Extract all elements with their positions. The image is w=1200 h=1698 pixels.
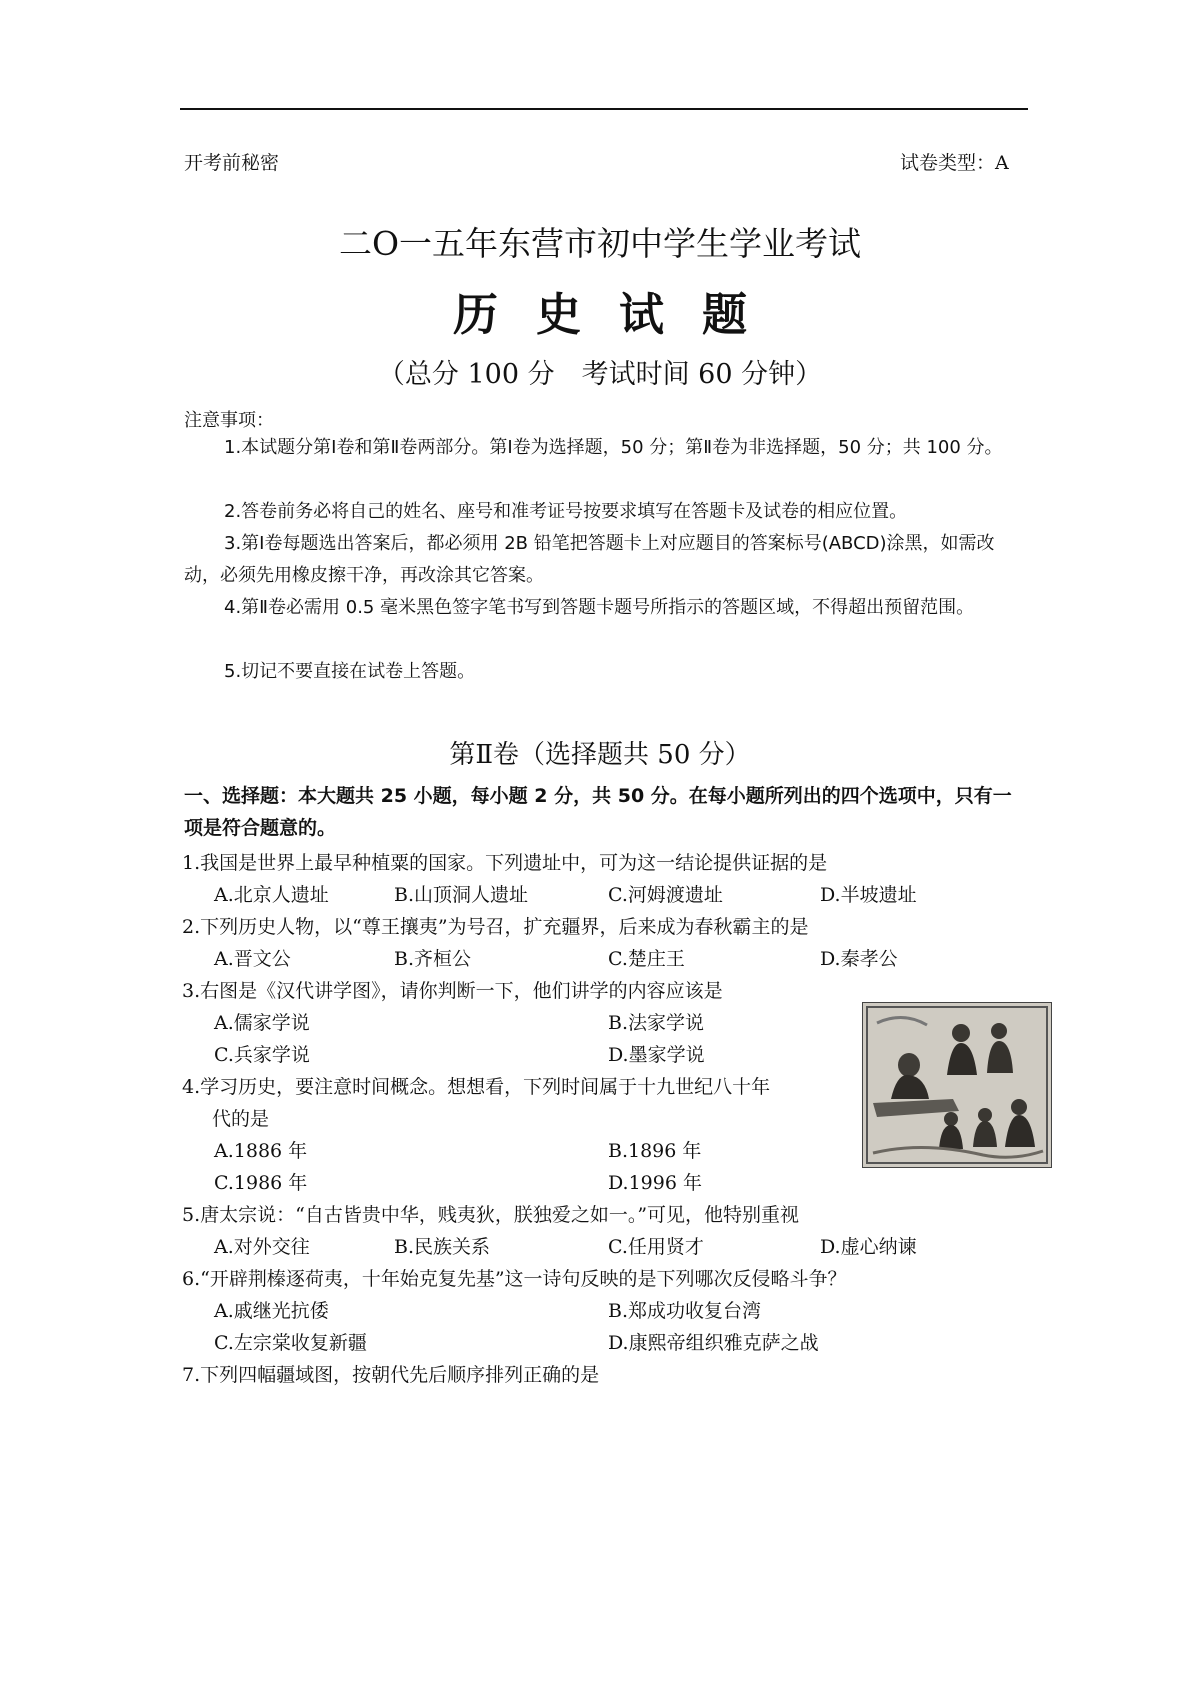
option: B.民族关系	[394, 1236, 491, 1258]
option: C.任用贤才	[608, 1236, 704, 1258]
option: D.秦孝公	[820, 948, 898, 970]
exam-info: （总分 100 分 考试时间 60 分钟）	[377, 359, 823, 390]
note-item: 4.第Ⅱ卷必需用 0.5 毫米黑色签字笔书写到答题卡题号所指示的答题区域，不得超出预留范围。	[224, 597, 975, 618]
notes-heading: 注意事项：	[184, 410, 274, 431]
note-item: 1.本试题分第Ⅰ卷和第Ⅱ卷两部分。第Ⅰ卷为选择题，50 分；第Ⅱ卷为非选择题，50 分；共 100 分。	[224, 437, 1003, 458]
section-title: 第Ⅱ卷（选择题共 50 分）	[449, 740, 751, 770]
note-item: 5.切记不要直接在试卷上答题。	[224, 661, 476, 682]
option: B.法家学说	[608, 1012, 705, 1034]
option: C.1986 年	[214, 1172, 308, 1194]
option: A.儒家学说	[214, 1012, 310, 1034]
option: B.齐桓公	[394, 948, 472, 970]
option: A.对外交往	[214, 1236, 310, 1258]
question-stem: 1.我国是世界上最早种植粟的国家。下列遗址中，可为这一结论提供证据的是	[182, 852, 828, 874]
question-stem: 4.学习历史，要注意时间概念。想想看，下列时间属于十九世纪八十年	[182, 1076, 771, 1098]
option: C.左宗棠收复新疆	[214, 1332, 367, 1354]
option: D.墨家学说	[608, 1044, 705, 1066]
subject-title: 历史试题	[452, 288, 785, 341]
top-rule	[180, 108, 1028, 110]
option: D.半坡遗址	[820, 884, 917, 906]
question-stem: 2.下列历史人物，以“尊王攘夷”为号召，扩充疆界，后来成为春秋霸主的是	[182, 916, 809, 938]
question-stem: 6.“开辟荆榛逐荷夷，十年始克复先基”这一诗句反映的是下列哪次反侵略斗争？	[182, 1268, 847, 1290]
han-lecture-illustration	[862, 1002, 1052, 1168]
option: B.郑成功收复台湾	[608, 1300, 762, 1322]
paper-type-label: 试卷类型：A	[900, 152, 1009, 174]
option: A.北京人遗址	[214, 884, 329, 906]
option: B.山顶洞人遗址	[394, 884, 529, 906]
confidential-label: 开考前秘密	[184, 152, 280, 174]
option: D.康熙帝组织雅克萨之战	[608, 1332, 819, 1354]
option: C.楚庄王	[608, 948, 685, 970]
question-stem: 7.下列四幅疆域图，按朝代先后顺序排列正确的是	[182, 1364, 600, 1386]
option: C.兵家学说	[214, 1044, 310, 1066]
section-intro: 一、选择题：本大题共 25 小题，每小题 2 分，共 50 分。在每小题所列出的四个选项中，只有一项是符合题意的。	[184, 785, 1012, 839]
note-item: 3.第Ⅰ卷每题选出答案后，都必须用 2B 铅笔把答题卡上对应题目的答案标号(ABCD)涂黑，如需改动，必须先用橡皮擦干净，再改涂其它答案。	[184, 533, 995, 586]
option: D.虚心纳谏	[820, 1236, 917, 1258]
question-stem-cont: 代的是	[212, 1108, 270, 1130]
option: A.戚继光抗倭	[214, 1300, 329, 1322]
option: A.1886 年	[214, 1140, 308, 1162]
option: A.晋文公	[214, 948, 291, 970]
exam-title: 二O一五年东营市初中学生学业考试	[338, 224, 862, 263]
question-stem: 5.唐太宗说：“自古皆贵中华，贱夷狄，朕独爱之如一。”可见，他特别重视	[182, 1204, 800, 1226]
option: D.1996 年	[608, 1172, 702, 1194]
option: C.河姆渡遗址	[608, 884, 723, 906]
option: B.1896 年	[608, 1140, 702, 1162]
question-stem: 3.右图是《汉代讲学图》，请你判断一下，他们讲学的内容应该是	[182, 980, 723, 1002]
note-item: 2.答卷前务必将自己的姓名、座号和准考证号按要求填写在答题卡及试卷的相应位置。	[224, 501, 908, 522]
